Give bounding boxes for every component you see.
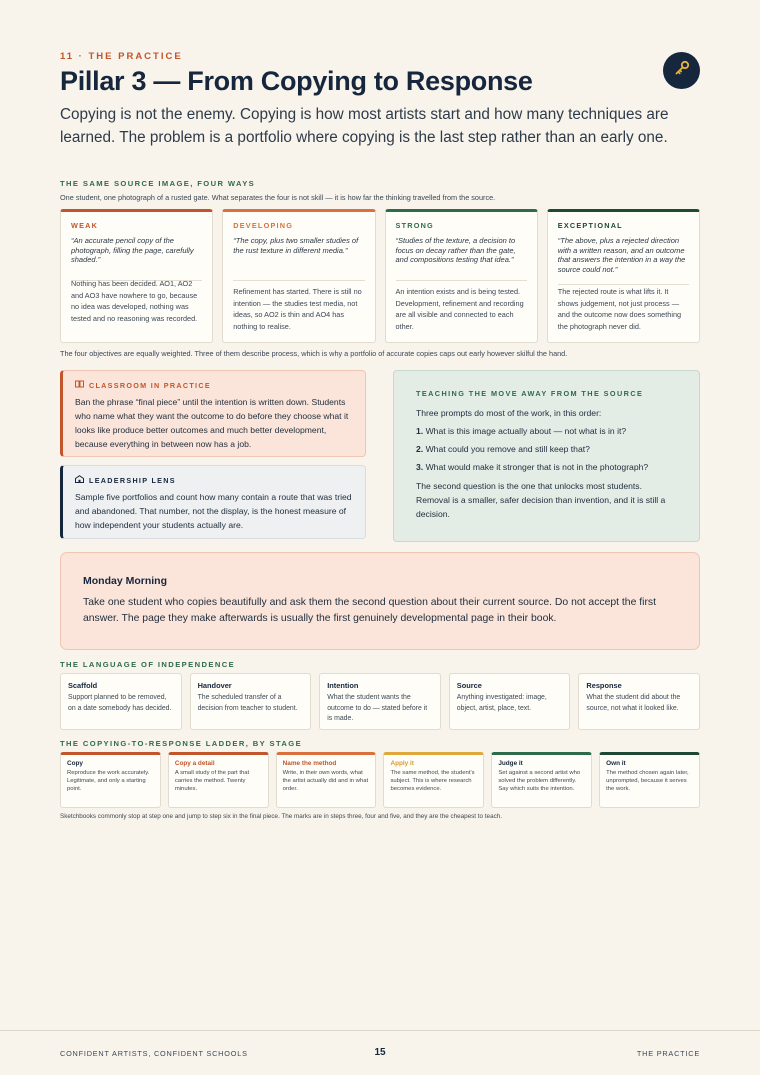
prompt-text: What could you remove and still keep that? xyxy=(425,444,590,454)
footer-divider xyxy=(0,1030,760,1031)
ladder-step-judge xyxy=(491,752,592,808)
step-description: A small study of the part that carries the method. Twenty minutes. xyxy=(174,770,250,793)
term-card-response xyxy=(578,673,700,730)
prompt-number: 1. xyxy=(416,426,424,436)
step-description: The same method, the student’s subject. This is where research becomes evidence. xyxy=(390,770,475,793)
classroom-label-row xyxy=(75,380,353,390)
step-description: The method chosen again later, unprompted, because it serves the work. xyxy=(606,770,689,793)
footer-publication: CONFIDENT ARTISTS, CONFIDENT SCHOOLS xyxy=(60,1049,248,1058)
leadership-label: LEADERSHIP LENS xyxy=(89,475,176,485)
level-card-strong xyxy=(385,209,538,343)
terms-row xyxy=(60,673,700,730)
level-name: EXCEPTIONAL xyxy=(557,221,623,230)
ladder-footnote: Sketchbooks commonly stop at step one and jump to step six in the final piece. The marks are in steps three, four and five, and they are the cheapest to teach. xyxy=(60,813,502,820)
prompt-text: What is this image actually about — not what is in it? xyxy=(425,426,627,436)
term-definition: Anything investigated: image, object, artist, place, text. xyxy=(456,694,547,712)
prompt-number: 2. xyxy=(416,444,424,454)
classroom-in-practice-box xyxy=(60,370,366,457)
term-card-scaffold xyxy=(60,673,182,730)
ladder-section-label: THE COPYING-TO-RESPONSE LADDER, BY STAGE xyxy=(60,739,303,748)
lede-paragraph: Copying is not the enemy. Copying is how most artists start and how many techniques are learned. The problem is a portfolio where copying is the last step rather than an early one. xyxy=(60,106,669,146)
term-definition: What the student did about the source, not what it looked like. xyxy=(586,694,681,712)
term-name: Response xyxy=(586,681,622,690)
levels-row xyxy=(60,209,700,343)
level-note: The rejected route is what lifts it. It shows judgement, not just process — and the outcome now does something the photograph never did. xyxy=(557,287,682,331)
page-title: Pillar 3 — From Copying to Response xyxy=(60,66,533,96)
ladder-step-own xyxy=(599,752,700,808)
book-icon xyxy=(75,380,84,390)
term-definition: What the student wants the outcome to do — stated before it is made. xyxy=(327,694,428,723)
teaching-label: TEACHING THE MOVE AWAY FROM THE SOURCE xyxy=(416,389,644,398)
level-card-developing xyxy=(222,209,375,343)
step-name: Own it xyxy=(606,760,626,767)
prompt-item-1 xyxy=(416,424,677,438)
level-quote: “An accurate pencil copy of the photograph, filling the page, carefully shaded.” xyxy=(71,236,194,265)
monday-morning-box xyxy=(60,552,700,650)
levels-section-subtitle: One student, one photograph of a rusted gate. What separates the four is not skill — it is how far the thinking travelled from the source. xyxy=(60,193,496,202)
step-name: Copy a detail xyxy=(174,760,215,767)
ladder-step-apply xyxy=(383,752,484,808)
teaching-box xyxy=(393,370,700,542)
monday-text: Take one student who copies beautifully and ask them the second question about their current source. Do not accept the first answer. The page they make afterwards is usually the first genuinely developmental page in their book. xyxy=(83,597,656,624)
language-section-label: THE LANGUAGE OF INDEPENDENCE xyxy=(60,660,236,669)
term-name: Handover xyxy=(197,681,232,690)
term-name: Intention xyxy=(327,681,359,690)
key-icon xyxy=(674,60,690,81)
level-quote: “Studies of the texture, a decision to focus on decay rather than the gate, and compositions testing that idea.” xyxy=(395,236,516,265)
classroom-label: CLASSROOM IN PRACTICE xyxy=(89,380,211,390)
school-icon xyxy=(75,475,84,485)
level-divider xyxy=(233,280,364,281)
leadership-text: Sample five portfolios and count how many contain a route that was tried and abandoned. That number, not the display, is the honest measure of how independent your students actually are. xyxy=(75,492,352,530)
teaching-closing: The second question is the one that unlocks most students. Removal is a smaller, safer decision than invention, and it is still a decision. xyxy=(416,481,666,519)
prompt-text: What would make it stronger that is not in the photograph? xyxy=(425,462,649,472)
level-divider xyxy=(558,284,689,285)
teaching-intro: Three prompts do most of the work, in this order: xyxy=(416,408,602,418)
prompt-item-3 xyxy=(416,460,677,474)
leadership-lens-box xyxy=(60,465,366,539)
classroom-text: Ban the phrase “final piece” until the intention is written down. Students who name what they want the outcome to do before they choose what it looks like produce better outcomes and much better development, because everything in between now has a job. xyxy=(75,397,349,449)
prompt-number: 3. xyxy=(416,462,424,472)
step-name: Name the method xyxy=(282,760,337,767)
key-badge xyxy=(663,52,700,89)
prompt-item-2 xyxy=(416,442,677,456)
level-name: DEVELOPING xyxy=(233,221,294,230)
step-name: Apply it xyxy=(390,760,414,767)
step-description: Reproduce the work accurately. Legitimate, and only a starting point. xyxy=(67,770,150,793)
ladder-step-copy-detail xyxy=(168,752,269,808)
level-quote: “The above, plus a rejected direction with a written reason, and an outcome that answers the intention in a way the source could not.” xyxy=(557,236,686,274)
term-card-source xyxy=(449,673,571,730)
term-definition: The scheduled transfer of a decision from teacher to student. xyxy=(197,694,298,712)
leadership-label-row xyxy=(75,475,353,485)
term-card-intention xyxy=(319,673,441,730)
monday-title: Monday Morning xyxy=(83,575,167,587)
page-number: 15 xyxy=(374,1047,386,1058)
term-name: Source xyxy=(456,681,482,690)
level-note: Refinement has started. There is still no intention — the studies test media, not ideas, so AO2 is thin and AO4 has nothing to realise. xyxy=(233,287,362,331)
level-note: An intention exists and is being tested. Development, refinement and recording are all visible and connected to each other. xyxy=(395,287,524,331)
level-name: STRONG xyxy=(395,221,434,230)
section-eyebrow: 11 · THE PRACTICE xyxy=(60,51,183,62)
level-divider xyxy=(396,280,527,281)
ladder-row xyxy=(60,752,700,808)
level-name: WEAK xyxy=(71,221,99,230)
levels-footnote: The four objectives are equally weighted. Three of them describe process, which is why a portfolio of accurate copies caps out early however skilful the hand. xyxy=(60,349,568,358)
levels-section-label: THE SAME SOURCE IMAGE, FOUR WAYS xyxy=(60,179,256,188)
step-description: Write, in their own words, what the artist actually did and in what order. xyxy=(282,770,369,793)
level-card-weak xyxy=(60,209,213,343)
level-quote: “The copy, plus two smaller studies of the rust texture in different media.” xyxy=(233,236,359,255)
level-card-exceptional xyxy=(547,209,700,343)
step-name: Copy xyxy=(67,760,83,767)
ladder-step-copy xyxy=(60,752,161,808)
step-description: Set against a second artist who solved the problem differently. Say which suits the intention. xyxy=(498,770,581,793)
term-card-handover xyxy=(190,673,312,730)
footer-section: THE PRACTICE xyxy=(636,1049,700,1058)
term-definition: Support planned to be removed, on a date somebody has decided. xyxy=(68,694,172,712)
ladder-step-name-method xyxy=(276,752,377,808)
level-note: Nothing has been decided. AO1, AO2 and AO3 have nowhere to go, because no idea was developed, nothing was tested and no reasoning was recorded. xyxy=(71,279,198,323)
step-name: Judge it xyxy=(498,760,523,767)
term-name: Scaffold xyxy=(68,681,98,690)
